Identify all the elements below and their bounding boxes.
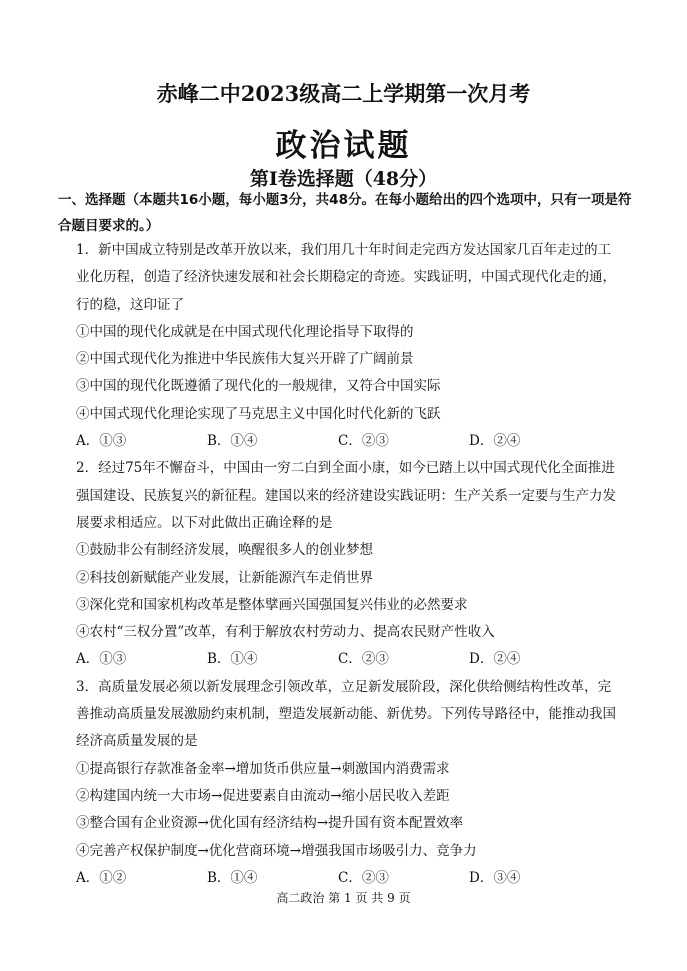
question-stem-line: 经济高质量发展的是 [76, 733, 198, 750]
question-2 [76, 455, 638, 673]
question-stem-line: 业化历程，创造了经济快速发展和社会长期稳定的奇迹。实践证明，中国式现代化走的通， [76, 269, 616, 286]
question-1 [76, 237, 638, 455]
question-option: ②中国式现代化为推进中华民族伟大复兴开辟了广阔前景 [76, 351, 414, 368]
answer-choices [76, 646, 638, 673]
question-stem-line: 1．新中国成立特别是改革开放以来，我们用几十年时间走完西方发达国家几百年走过的工 [76, 242, 612, 258]
answer-choices [76, 428, 638, 455]
answer-choice-d[interactable]: D．②④ [469, 433, 521, 450]
part-title: 第Ⅰ卷选择题（48分） [249, 168, 438, 190]
section-instructions: 一、选择题（本题共16小题，每小题3分，共48分。在每小题给出的四个选项中，只有一项是符合题目要求的。） [58, 192, 632, 234]
answer-choice-a[interactable]: A．①③ [76, 433, 127, 450]
question-option: ②构建国内统一大市场→促进要素自由流动→缩小居民收入差距 [76, 787, 450, 804]
question-stem-line: 2．经过75年不懈奋斗，中国由一穷二白到全面小康，如今已踏上以中国式现代化全面推进 [76, 460, 615, 477]
question-stem-line: 行的稳，这印证了 [76, 296, 184, 313]
answer-choice-b[interactable]: B．①④ [207, 433, 258, 450]
question-option: ①中国的现代化成就是在中国式现代化理论指导下取得的 [76, 323, 414, 340]
subject-title: 政治试题 [275, 128, 412, 164]
answer-choice-c[interactable]: C．②③ [338, 651, 389, 668]
answer-choice-d[interactable]: D．③④ [469, 869, 521, 886]
question-stem-line: 3．高质量发展必须以新发展理念引领改革，立足新发展阶段，深化供给侧结构性改革，完 [76, 678, 612, 695]
question-option: ④农村“三权分置”改革，有利于解放农村劳动力、提高农民财产性收入 [76, 624, 495, 641]
answer-choice-b[interactable]: B．①④ [207, 869, 258, 886]
question-option: ①提高银行存款准备金率→增加货币供应量→刺激国内消费需求 [76, 760, 450, 777]
answer-choice-a[interactable]: A．①② [76, 869, 127, 886]
question-stem-line: 强国建设、民族复兴的新征程。建国以来的经济建设实践证明：生产关系一定要与生产力发 [76, 487, 616, 504]
question-stem-line: 善推动高质量发展激励约束机制，塑造发展新动能、新优势。下列传导路径中，能推动我国 [76, 706, 616, 723]
question-option: ③深化党和国家机构改革是整体擘画兴国强国复兴伟业的必然要求 [76, 596, 468, 613]
questions-body [76, 237, 638, 892]
exam-title: 赤峰二中2023级高二上学期第一次月考 [156, 81, 531, 106]
question-option: ④完善产权保护制度→优化营商环境→增强我国市场吸引力、竞争力 [76, 842, 477, 859]
question-option: ②科技创新赋能产业发展，让新能源汽车走俏世界 [76, 569, 373, 586]
question-3 [76, 674, 638, 892]
question-option: ③整合国有企业资源→优化国有经济结构→提升国有资本配置效率 [76, 815, 464, 832]
page-footer: 高二政治 第 1 页 共 9 页 [276, 891, 411, 905]
question-option: ①鼓励非公有制经济发展，唤醒很多人的创业梦想 [76, 542, 373, 559]
answer-choice-c[interactable]: C．②③ [338, 869, 389, 886]
answer-choice-b[interactable]: B．①④ [207, 651, 258, 668]
answer-choice-c[interactable]: C．②③ [338, 433, 389, 450]
answer-choice-a[interactable]: A．①③ [76, 651, 127, 668]
question-option: ③中国的现代化既遵循了现代化的一般规律，又符合中国实际 [76, 378, 441, 395]
question-option: ④中国式现代化理论实现了马克思主义中国化时代化新的飞跃 [76, 405, 441, 422]
question-stem-line: 展要求相适应。以下对此做出正确诠释的是 [76, 514, 333, 531]
answer-choice-d[interactable]: D．②④ [469, 651, 521, 668]
